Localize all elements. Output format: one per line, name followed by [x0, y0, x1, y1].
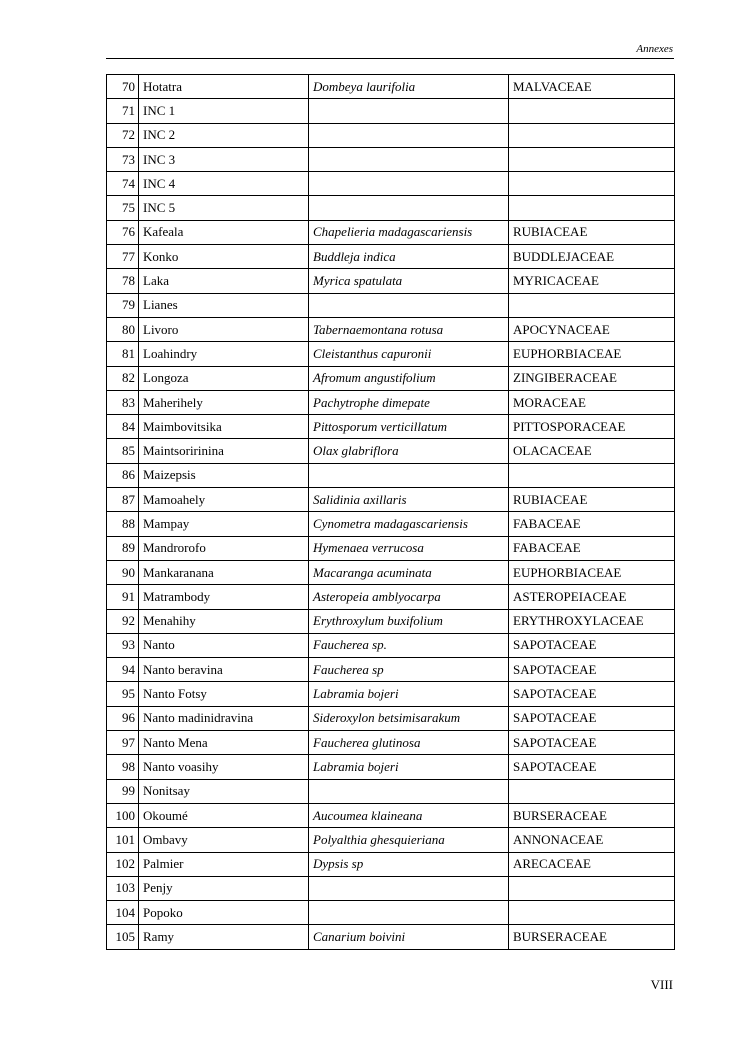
vernacular-name-cell: Nanto Fotsy: [139, 682, 309, 706]
scientific-name-cell: Polyalthia ghesquieriana: [309, 828, 509, 852]
table-row: [107, 755, 675, 779]
family-cell: ERYTHROXYLACEAE: [509, 609, 675, 633]
vernacular-name-cell: Menahihy: [139, 609, 309, 633]
family-cell: RUBIACEAE: [509, 220, 675, 244]
table-row: [107, 731, 675, 755]
family-cell: [509, 463, 675, 487]
row-number-cell: 94: [107, 658, 139, 682]
scientific-name-cell: Labramia bojeri: [309, 755, 509, 779]
vernacular-name-cell: Livoro: [139, 317, 309, 341]
scientific-name-cell: Asteropeia amblyocarpa: [309, 585, 509, 609]
table-row: [107, 366, 675, 390]
scientific-name-cell: [309, 901, 509, 925]
vernacular-name-cell: Nanto madinidravina: [139, 706, 309, 730]
table-row: [107, 147, 675, 171]
scientific-name-cell: Myrica spatulata: [309, 269, 509, 293]
vernacular-name-cell: Mandrorofo: [139, 536, 309, 560]
species-table: [106, 74, 675, 950]
table-row: [107, 512, 675, 536]
table-row: [107, 876, 675, 900]
vernacular-name-cell: INC 1: [139, 99, 309, 123]
row-number-cell: 80: [107, 317, 139, 341]
row-number-cell: 79: [107, 293, 139, 317]
scientific-name-cell: Pachytrophe dimepate: [309, 390, 509, 414]
row-number-cell: 75: [107, 196, 139, 220]
table-row: [107, 633, 675, 657]
vernacular-name-cell: Popoko: [139, 901, 309, 925]
table-row: [107, 75, 675, 99]
scientific-name-cell: Buddleja indica: [309, 245, 509, 269]
scientific-name-cell: [309, 99, 509, 123]
row-number-cell: 86: [107, 463, 139, 487]
table-row: [107, 803, 675, 827]
row-number-cell: 101: [107, 828, 139, 852]
scientific-name-cell: Dypsis sp: [309, 852, 509, 876]
table-row: [107, 536, 675, 560]
row-number-cell: 105: [107, 925, 139, 949]
table-row: [107, 901, 675, 925]
row-number-cell: 102: [107, 852, 139, 876]
scientific-name-cell: Canarium boivini: [309, 925, 509, 949]
row-number-cell: 96: [107, 706, 139, 730]
row-number-cell: 70: [107, 75, 139, 99]
scientific-name-cell: Sideroxylon betsimisarakum: [309, 706, 509, 730]
family-cell: ASTEROPEIACEAE: [509, 585, 675, 609]
family-cell: APOCYNACEAE: [509, 317, 675, 341]
scientific-name-cell: [309, 293, 509, 317]
vernacular-name-cell: Hotatra: [139, 75, 309, 99]
table-row: [107, 99, 675, 123]
family-cell: [509, 196, 675, 220]
table-row: [107, 245, 675, 269]
family-cell: MALVACEAE: [509, 75, 675, 99]
scientific-name-cell: Hymenaea verrucosa: [309, 536, 509, 560]
running-header: Annexes: [636, 43, 673, 55]
family-cell: ARECACEAE: [509, 852, 675, 876]
table-row: [107, 658, 675, 682]
row-number-cell: 98: [107, 755, 139, 779]
scientific-name-cell: Erythroxylum buxifolium: [309, 609, 509, 633]
scientific-name-cell: Faucherea glutinosa: [309, 731, 509, 755]
vernacular-name-cell: Matrambody: [139, 585, 309, 609]
family-cell: SAPOTACEAE: [509, 682, 675, 706]
family-cell: [509, 779, 675, 803]
family-cell: SAPOTACEAE: [509, 731, 675, 755]
row-number-cell: 92: [107, 609, 139, 633]
row-number-cell: 103: [107, 876, 139, 900]
table-row: [107, 585, 675, 609]
family-cell: SAPOTACEAE: [509, 658, 675, 682]
family-cell: EUPHORBIACEAE: [509, 560, 675, 584]
family-cell: MORACEAE: [509, 390, 675, 414]
family-cell: [509, 99, 675, 123]
scientific-name-cell: [309, 147, 509, 171]
scientific-name-cell: Dombeya laurifolia: [309, 75, 509, 99]
species-table-body: [107, 75, 675, 950]
row-number-cell: 81: [107, 342, 139, 366]
table-row: [107, 123, 675, 147]
family-cell: [509, 147, 675, 171]
vernacular-name-cell: Nanto beravina: [139, 658, 309, 682]
scientific-name-cell: Macaranga acuminata: [309, 560, 509, 584]
scientific-name-cell: Chapelieria madagascariensis: [309, 220, 509, 244]
row-number-cell: 83: [107, 390, 139, 414]
vernacular-name-cell: Lianes: [139, 293, 309, 317]
vernacular-name-cell: INC 4: [139, 172, 309, 196]
vernacular-name-cell: Konko: [139, 245, 309, 269]
family-cell: [509, 876, 675, 900]
vernacular-name-cell: Ombavy: [139, 828, 309, 852]
table-row: [107, 925, 675, 949]
row-number-cell: 74: [107, 172, 139, 196]
family-cell: BURSERACEAE: [509, 925, 675, 949]
table-row: [107, 488, 675, 512]
table-row: [107, 828, 675, 852]
row-number-cell: 77: [107, 245, 139, 269]
vernacular-name-cell: Maherihely: [139, 390, 309, 414]
table-row: [107, 196, 675, 220]
scientific-name-cell: Aucoumea klaineana: [309, 803, 509, 827]
scientific-name-cell: [309, 463, 509, 487]
family-cell: PITTOSPORACEAE: [509, 415, 675, 439]
table-row: [107, 609, 675, 633]
vernacular-name-cell: Maimbovitsika: [139, 415, 309, 439]
row-number-cell: 72: [107, 123, 139, 147]
family-cell: SAPOTACEAE: [509, 633, 675, 657]
table-row: [107, 439, 675, 463]
family-cell: FABACEAE: [509, 536, 675, 560]
header-rule: [106, 58, 674, 59]
row-number-cell: 100: [107, 803, 139, 827]
family-cell: [509, 172, 675, 196]
row-number-cell: 93: [107, 633, 139, 657]
table-row: [107, 342, 675, 366]
vernacular-name-cell: Nanto voasihy: [139, 755, 309, 779]
vernacular-name-cell: Ramy: [139, 925, 309, 949]
row-number-cell: 73: [107, 147, 139, 171]
family-cell: OLACACEAE: [509, 439, 675, 463]
scientific-name-cell: Tabernaemontana rotusa: [309, 317, 509, 341]
row-number-cell: 87: [107, 488, 139, 512]
table-row: [107, 390, 675, 414]
row-number-cell: 84: [107, 415, 139, 439]
scientific-name-cell: Olax glabriflora: [309, 439, 509, 463]
vernacular-name-cell: Mamoahely: [139, 488, 309, 512]
scientific-name-cell: Faucherea sp: [309, 658, 509, 682]
table-row: [107, 172, 675, 196]
vernacular-name-cell: Nanto: [139, 633, 309, 657]
table-row: [107, 852, 675, 876]
scientific-name-cell: [309, 779, 509, 803]
scientific-name-cell: Pittosporum verticillatum: [309, 415, 509, 439]
scientific-name-cell: [309, 172, 509, 196]
family-cell: RUBIACEAE: [509, 488, 675, 512]
scientific-name-cell: Labramia bojeri: [309, 682, 509, 706]
table-row: [107, 779, 675, 803]
row-number-cell: 76: [107, 220, 139, 244]
scientific-name-cell: Afromum angustifolium: [309, 366, 509, 390]
vernacular-name-cell: INC 2: [139, 123, 309, 147]
table-row: [107, 415, 675, 439]
row-number-cell: 91: [107, 585, 139, 609]
vernacular-name-cell: Penjy: [139, 876, 309, 900]
scientific-name-cell: Salidinia axillaris: [309, 488, 509, 512]
family-cell: ANNONACEAE: [509, 828, 675, 852]
row-number-cell: 82: [107, 366, 139, 390]
vernacular-name-cell: Loahindry: [139, 342, 309, 366]
family-cell: SAPOTACEAE: [509, 706, 675, 730]
scientific-name-cell: [309, 876, 509, 900]
table-row: [107, 269, 675, 293]
table-row: [107, 220, 675, 244]
table-row: [107, 560, 675, 584]
family-cell: ZINGIBERACEAE: [509, 366, 675, 390]
row-number-cell: 78: [107, 269, 139, 293]
family-cell: [509, 123, 675, 147]
vernacular-name-cell: INC 3: [139, 147, 309, 171]
vernacular-name-cell: Maintsoririnina: [139, 439, 309, 463]
row-number-cell: 97: [107, 731, 139, 755]
family-cell: BURSERACEAE: [509, 803, 675, 827]
scientific-name-cell: [309, 123, 509, 147]
vernacular-name-cell: Mampay: [139, 512, 309, 536]
family-cell: MYRICACEAE: [509, 269, 675, 293]
scientific-name-cell: Cynometra madagascariensis: [309, 512, 509, 536]
vernacular-name-cell: Maizepsis: [139, 463, 309, 487]
scientific-name-cell: [309, 196, 509, 220]
page-number: VIII: [650, 977, 673, 992]
vernacular-name-cell: Mankaranana: [139, 560, 309, 584]
family-cell: FABACEAE: [509, 512, 675, 536]
scientific-name-cell: Cleistanthus capuronii: [309, 342, 509, 366]
vernacular-name-cell: Kafeala: [139, 220, 309, 244]
vernacular-name-cell: Nanto Mena: [139, 731, 309, 755]
family-cell: [509, 901, 675, 925]
table-row: [107, 682, 675, 706]
row-number-cell: 85: [107, 439, 139, 463]
row-number-cell: 71: [107, 99, 139, 123]
vernacular-name-cell: Laka: [139, 269, 309, 293]
row-number-cell: 88: [107, 512, 139, 536]
vernacular-name-cell: Palmier: [139, 852, 309, 876]
table-row: [107, 293, 675, 317]
row-number-cell: 89: [107, 536, 139, 560]
family-cell: EUPHORBIACEAE: [509, 342, 675, 366]
vernacular-name-cell: INC 5: [139, 196, 309, 220]
vernacular-name-cell: Longoza: [139, 366, 309, 390]
family-cell: BUDDLEJACEAE: [509, 245, 675, 269]
table-row: [107, 706, 675, 730]
vernacular-name-cell: Nonitsay: [139, 779, 309, 803]
table-row: [107, 463, 675, 487]
table-row: [107, 317, 675, 341]
family-cell: [509, 293, 675, 317]
family-cell: SAPOTACEAE: [509, 755, 675, 779]
row-number-cell: 95: [107, 682, 139, 706]
row-number-cell: 104: [107, 901, 139, 925]
row-number-cell: 99: [107, 779, 139, 803]
row-number-cell: 90: [107, 560, 139, 584]
vernacular-name-cell: Okoumé: [139, 803, 309, 827]
scientific-name-cell: Faucherea sp.: [309, 633, 509, 657]
